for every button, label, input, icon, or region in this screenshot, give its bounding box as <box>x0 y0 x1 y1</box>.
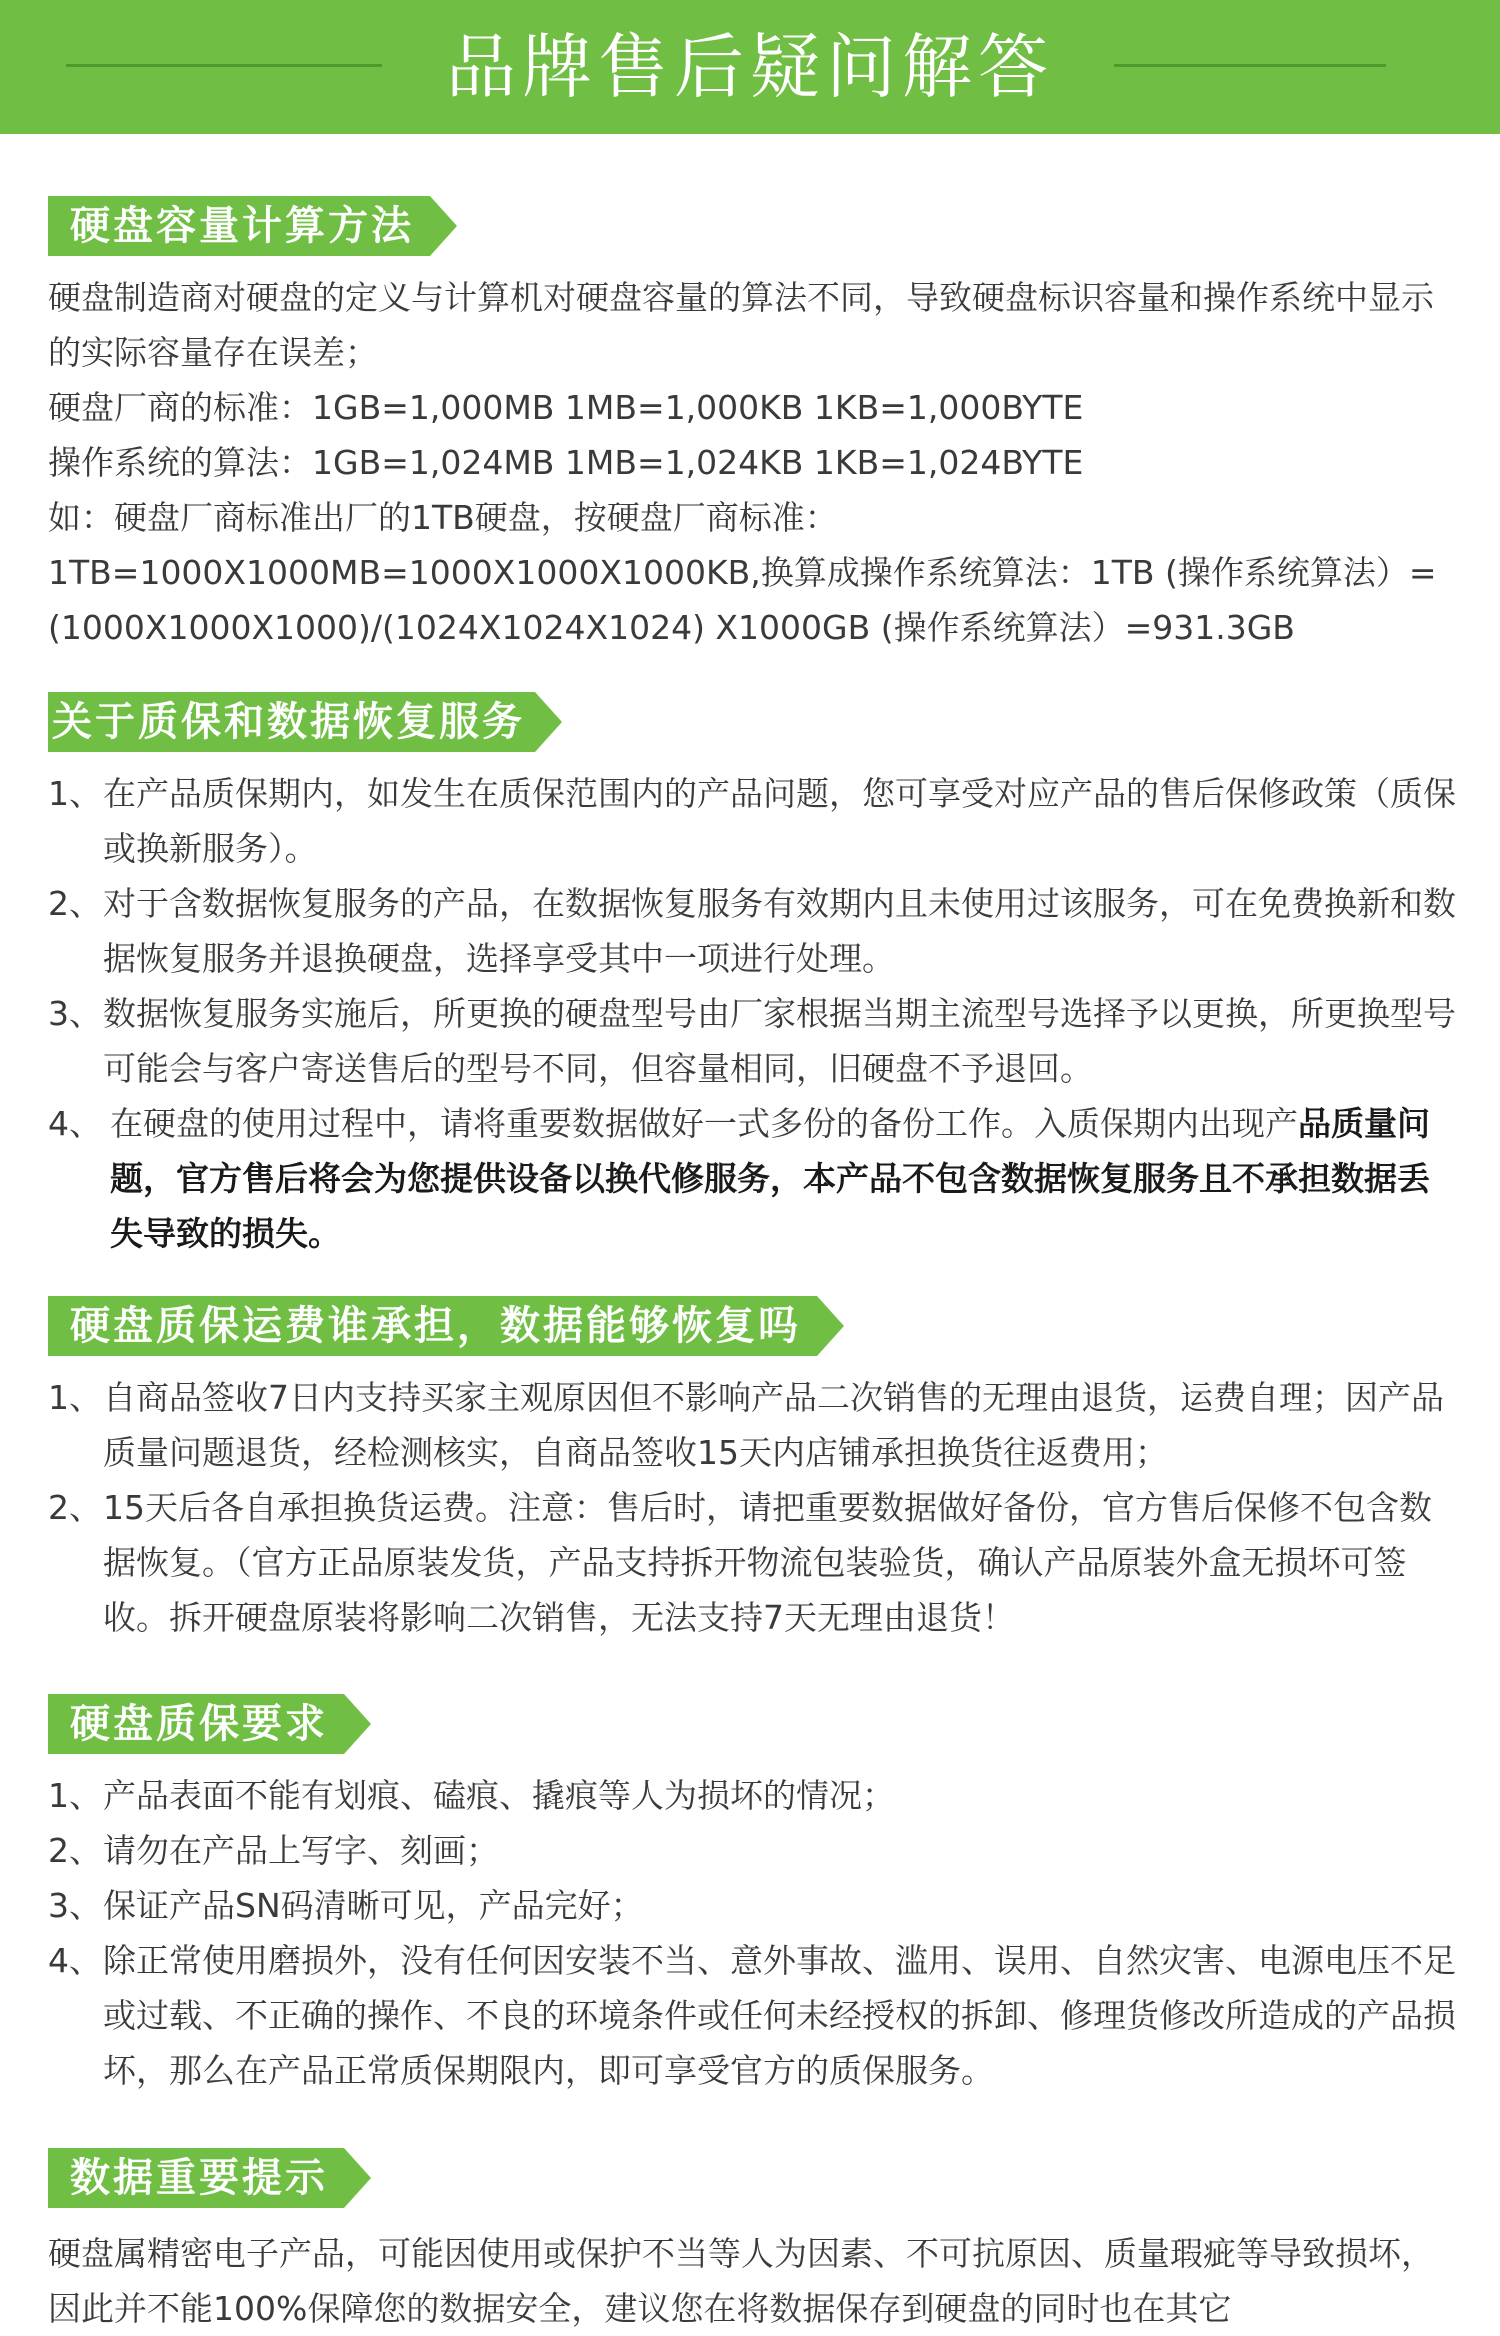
section-heading: 硬盘质保要求 <box>48 1694 344 1754</box>
paragraph: 操作系统的算法：1GB=1,024MB 1MB=1,024KB 1KB=1,024BYTE <box>48 443 1084 482</box>
list-item <box>48 1480 1458 1645</box>
section-heading: 数据重要提示 <box>48 2148 344 2208</box>
item-text-bold: 品质量问题，官方售后将会为您提供设备以换代修服务，本产品不包含数据恢复服务且不承担数据丢失导致的损失。 <box>110 1104 1430 1253</box>
list-item <box>48 1096 1458 1261</box>
item-text: 产品表面不能有划痕、磕痕、撬痕等人为损坏的情况； <box>103 1776 895 1815</box>
list-item <box>48 1768 1458 1823</box>
section-body <box>48 270 1458 655</box>
section-notice <box>48 2148 1458 2336</box>
item-text: 数据恢复服务实施后，所更换的硬盘型号由厂家根据当期主流型号选择予以更换，所更换型号可能会与客户寄送售后的型号不同，但容量相同，旧硬盘不予退回。 <box>103 994 1456 1088</box>
list-item <box>48 1933 1458 2098</box>
item-number: 1、 <box>48 1378 102 1417</box>
list-item <box>48 1823 1458 1878</box>
paragraph: 硬盘属精密电子产品，可能因使用或保护不当等人为因素、不可抗原因、质量瑕疵等导致损坏，因此并不能100%保障您的数据安全，建议您在将数据保存到硬盘的同时也在其它 <box>48 2234 1434 2328</box>
item-text: 自商品签收7日内支持买家主观原因但不影响产品二次销售的无理由退货，运费自理；因产品质量问题退货，经检测核实，自商品签收15天内店铺承担换货往返费用； <box>103 1378 1444 1472</box>
header-banner <box>0 0 1500 134</box>
list-item <box>48 766 1458 876</box>
section-body <box>48 1370 1458 1645</box>
section-requirements <box>48 1694 1458 2098</box>
list-item <box>48 986 1458 1096</box>
item-number: 1、 <box>48 1776 102 1815</box>
paragraph: 硬盘厂商的标准：1GB=1,000MB 1MB=1,000KB 1KB=1,000BYTE <box>48 388 1084 427</box>
section-capacity <box>48 196 1458 655</box>
item-text: 请勿在产品上写字、刻画； <box>103 1831 499 1870</box>
section-warranty <box>48 692 1458 1261</box>
section-body <box>48 766 1458 1261</box>
banner-title: 品牌售后疑问解答 <box>446 26 1054 108</box>
paragraph: 硬盘制造商对硬盘的定义与计算机对硬盘容量的算法不同，导致硬盘标识容量和操作系统中显示的实际容量存在误差； <box>48 278 1434 372</box>
section-heading: 硬盘容量计算方法 <box>48 196 430 256</box>
section-heading: 关于质保和数据恢复服务 <box>48 692 535 752</box>
item-number: 4、 <box>48 1941 102 1980</box>
section-shipping <box>48 1296 1458 1645</box>
item-text: 在硬盘的使用过程中，请将重要数据做好一式多份的备份工作。入质保期内出现产 <box>110 1104 1298 1143</box>
list-item <box>48 1878 1458 1933</box>
paragraph: 如：硬盘厂商标准出厂的1TB硬盘，按硬盘厂商标准：1TB=1000X1000MB=1000X1000X1000KB,换算成操作系统算法：1TB (操作系统算法）=(1000X1000X1000)/(1024X1024X1024) X1000GB (操作系统算法）=931.3GB <box>48 498 1437 647</box>
item-number: 2、 <box>48 1488 102 1527</box>
item-number: 4、 <box>48 1104 102 1143</box>
item-text: 除正常使用磨损外，没有任何因安装不当、意外事故、滥用、误用、自然灾害、电源电压不足或过载、不正确的操作、不良的环境条件或任何未经授权的拆卸、修理货修改所造成的产品损坏，那么在产品正常质保期限内，即可享受官方的质保服务。 <box>103 1941 1456 2090</box>
banner-divider-right <box>1114 64 1386 67</box>
section-heading: 硬盘质保运费谁承担，数据能够恢复吗 <box>48 1296 817 1356</box>
section-body <box>48 2226 1458 2336</box>
item-text: 保证产品SN码清晰可见，产品完好； <box>103 1886 644 1925</box>
item-number: 3、 <box>48 1886 102 1925</box>
section-body <box>48 1768 1458 2098</box>
item-text: 15天后各自承担换货运费。注意：售后时，请把重要数据做好备份，官方售后保修不包含数据恢复。（官方正品原装发货，产品支持拆开物流包装验货，确认产品原装外盒无损坏可签收。拆开硬盘原装将影响二次销售，无法支持7天无理由退货！ <box>103 1488 1432 1637</box>
item-text: 在产品质保期内，如发生在质保范围内的产品问题，您可享受对应产品的售后保修政策（质保或换新服务）。 <box>103 774 1456 868</box>
list-item <box>48 876 1458 986</box>
item-number: 1、 <box>48 774 102 813</box>
item-number: 2、 <box>48 884 102 923</box>
item-number: 3、 <box>48 994 102 1033</box>
list-item <box>48 1370 1458 1480</box>
item-text: 对于含数据恢复服务的产品，在数据恢复服务有效期内且未使用过该服务，可在免费换新和数据恢复服务并退换硬盘，选择享受其中一项进行处理。 <box>103 884 1456 978</box>
item-number: 2、 <box>48 1831 102 1870</box>
